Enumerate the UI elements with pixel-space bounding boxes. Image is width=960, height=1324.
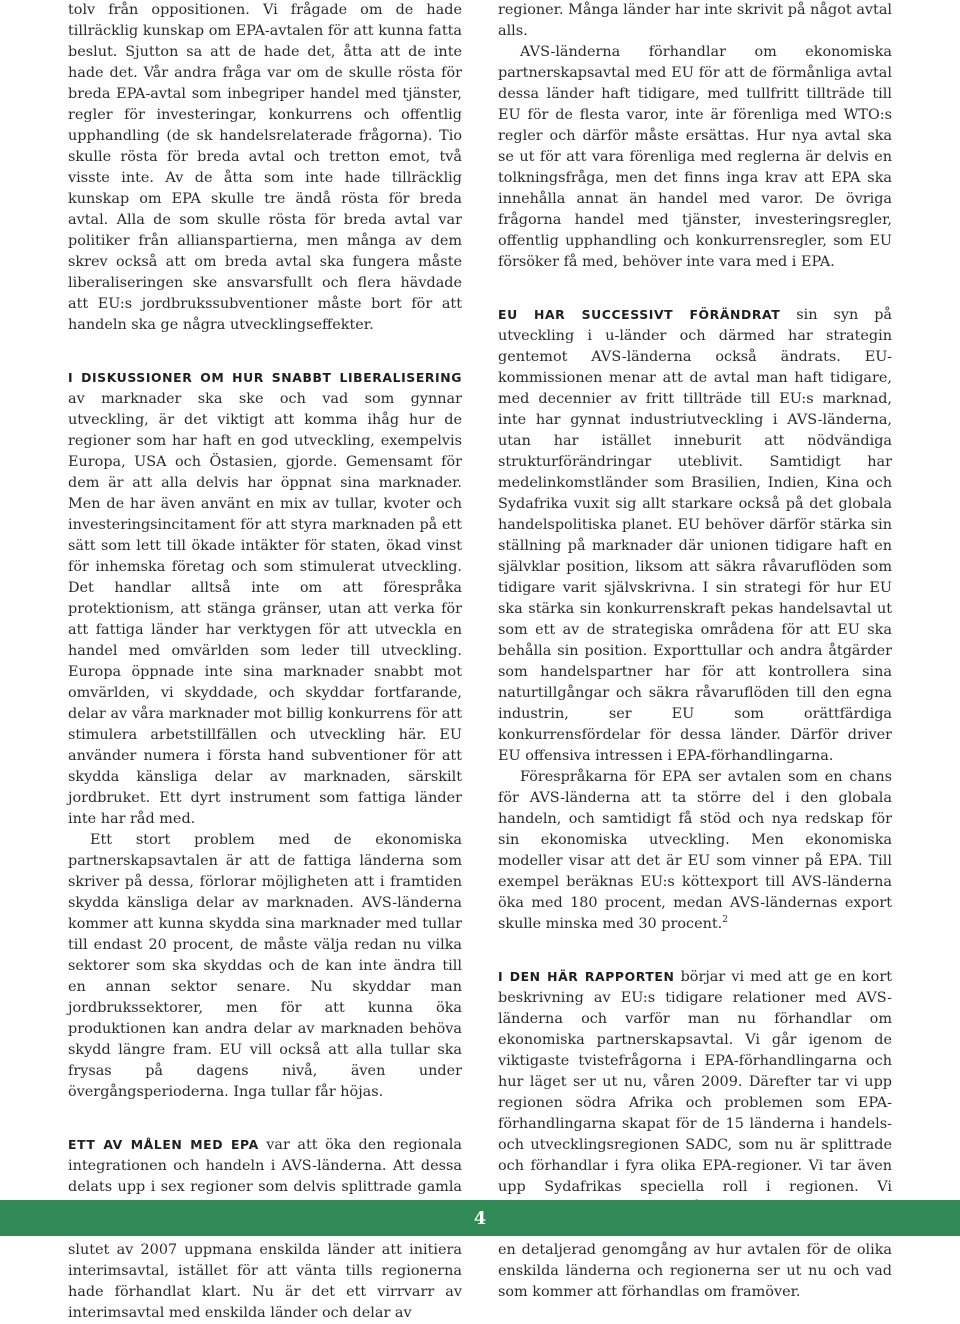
page-number: 4 (473, 1208, 487, 1229)
section-kicker: I DISKUSSIONER OM HUR SNABBT LIBERALISERING (68, 370, 462, 385)
paragraph-body: var att öka den regionala integrationen och handeln i AVS-länderna. Att dessa delats upp i sex regioner som delvis splittrade gamla slutet av 2007 uppmana enskilda länder att initiera interimsavtal, istället för att vänta tills regionerna hade förhandlat klart. Nu är det ett virrvarr av interimsavtal med enskilda länder och delar av (68, 1137, 462, 1321)
paragraph-continued: tolv från oppositionen. Vi frågade om de hade tillräcklig kunskap om EPA-avtalen för att kunna fatta beslut. Sjutton sa att de hade det, åtta att de inte hade det. Vår andra fråga var om de skulle rösta för breda EPA-avtal som inbegriper handel med tjänster, regler för investeringar, konkurrens och offentlig upphandling (de sk handelsrelaterade frågorna). Tio skulle rösta för breda avtal och tretton emot, två visste inte. Av de åtta som inte hade tillräcklig kunskap om EPA skulle tre ändå rösta för breda avtal. Alla de som skulle rösta för breda avtal var politiker från allianspartierna, men många av dem skrev också att om breda avtal ska fungera måste liberaliseringen ske ansvarsfullt och flera hävdade att EU:s jordbrukssubventioner måste bort för att handeln ska ge några utvecklingseffekter. (68, 2, 462, 333)
right-text-column (498, 0, 892, 1303)
paragraph-liberalisering (68, 367, 462, 830)
paragraph-body: börjar vi med att ge en kort beskrivning av EU:s tidigare relationer med AVS-länderna och varför man nu förhandlar om ekonomiska partnerskapsavtal. Vi går igenom de viktigaste tvistefrågorna i EPA-förhandlingarna och hur läget ser ut nu, våren 2009. Därefter tar vi upp regionen södra Afrika och problemen som EPA-förhandlingarna skapat för de 15 länderna i handels- och utvecklingsregionen SADC, som nu är splittrade och förhandlar i fyra olika EPA-regioner. Vi tar även upp Sydafrikas speciella roll i regionen. Vi en detaljerad genomgång av hur avtalen för de olika enskilda länderna och regionerna ser ut nu och vad som kommer att förhandlas om framöver. (498, 969, 892, 1300)
paragraph-body: av marknader ska ske och vad som gynnar utveckling, är det viktigt att komma ihåg hur de regioner som har haft en god utveckling, exempelvis Europa, USA och Östasien, gjorde. Gemensamt för dem är att alla delvis har öppnat sina marknader. Men de har även använt en mix av tullar, kvoter och investeringsincitament för att styra marknaden på ett sätt som lett till ökade intäkter för staten, ökad vinst för inhemska företag och som stimulerat utveckling. Det handlar alltså inte om att förespråka protektionism, att stänga gränser, utan att verka för att fattiga länder har verktygen för att utveckla en handel med omvärlden som leder till utveckling. Europa öppnade inte sina marknader snabbt mot omvärlden, vi skyddade, och skyddar fortfarande, delar av våra marknader mot billig konkurrens för att stimulera arbetstillfällen och utveckling här. EU använder numera i första hand subventioner för att skydda känsliga delar av marknaden, särskilt jordbruket. Ett dyrt instrument som fattiga länder inte har råd med. (68, 391, 462, 827)
paragraph-body: Förespråkarna för EPA ser avtalen som en chans för AVS-länderna att ta större del i den globala handeln, och samtidigt få stöd och nya redskap för sin ekonomiska utveckling. Men ekonomiska modeller visar att det är EU som vinner på EPA. Till exempel beräknas EU:s köttexport till AVS-länderna öka med 180 procent, medan AVS-ländernas export skulle minska med 30 procent. (498, 769, 892, 932)
paragraph-rapporten (498, 966, 892, 1303)
section-kicker: ETT AV MÅLEN MED EPA (68, 1137, 259, 1152)
paragraph-problem: Ett stort problem med de ekonomiska partnerskapsavtalen är att de fattiga länderna som skriver på dessa, förlorar möjligheten att i framtiden skydda känsliga delar av marknaden. AVS-länderna kommer att kunna skydda sina marknader med tullar till endast 20 procent, de måste välja redan nu vilka sektorer som ska skyddas och de kan inte ändra till en annan sektor senare. Nu skyddar man jordbrukssektorer, men för att kunna öka produktionen kan andra delar av marknaden behöva skydd längre fram. EU vill också att alla tullar ska frysas på dagens nivå, även under övergångsperioderna. Inga tullar får höjas. (68, 832, 462, 1100)
paragraph-avs-forhandlar: AVS-länderna förhandlar om ekonomiska partnerskapsavtal med EU för att de förmånliga avtal dessa länder haft tidigare, med tullfritt tillträde till EU för de flesta varor, inte är förenliga med WTO:s regler och därför måste ersättas. Hur nya avtal ska se ut för att vara förenliga med reglerna är delvis en tolkningsfråga, men det finns inga krav att EPA ska innehålla annat än handel med varor. De övriga frågorna handel med tjänster, investeringsregler, offentlig upphandling och konkurrensregler, som EU försöker få med, behöver inte vara med i EPA. (498, 44, 892, 270)
left-text-column (68, 0, 462, 1324)
paragraph-eu-forandrat (498, 304, 892, 767)
section-kicker: EU HAR SUCCESSIVT FÖRÄNDRAT (498, 307, 781, 322)
paragraph-body: sin syn på utveckling i u-länder och därmed har strategin gentemot AVS-länderna också ändrats. EU-kommissionen menar att de avtal man haft tidigare, med decennier av fritt tillträde till EU:s marknad, inte har gynnat industriutveckling i AVS-länderna, utan har istället inneburit att nödvändiga strukturförändringar uteblivit. Samtidigt har medelinkomstländer som Brasilien, Indien, Kina och Sydafrika vuxit sig allt starkare också på det globala handelspolitiska planet. EU behöver därför stärka sin ställning på marknader där unionen tidigare haft en självklar position, liksom att säkra råvaruflöden som tidigare varit självskrivna. I sin strategi för hur EU ska stärka sin konkurrenskraft pekas handelsavtal ut som ett av de strategiska områdena för att EU ska behålla sin position. Exporttullar och andra åtgärder som handelspartner har för att kontrollera sina naturtillgångar och säkra råvaruflöden till den egna industrin, ser EU som orättfärdiga konkurrensfördelar för dessa länder. Därför driver EU offensiva intressen i EPA-förhandlingarna. (498, 307, 892, 764)
section-kicker: I DEN HÄR RAPPORTEN (498, 969, 675, 984)
footer-bar (0, 1200, 960, 1236)
paragraph-forespråkarna (498, 767, 892, 935)
footnote-reference[interactable]: 2 (722, 915, 728, 926)
paragraph-continued: regioner. Många länder har inte skrivit på något avtal alls. (498, 2, 892, 39)
